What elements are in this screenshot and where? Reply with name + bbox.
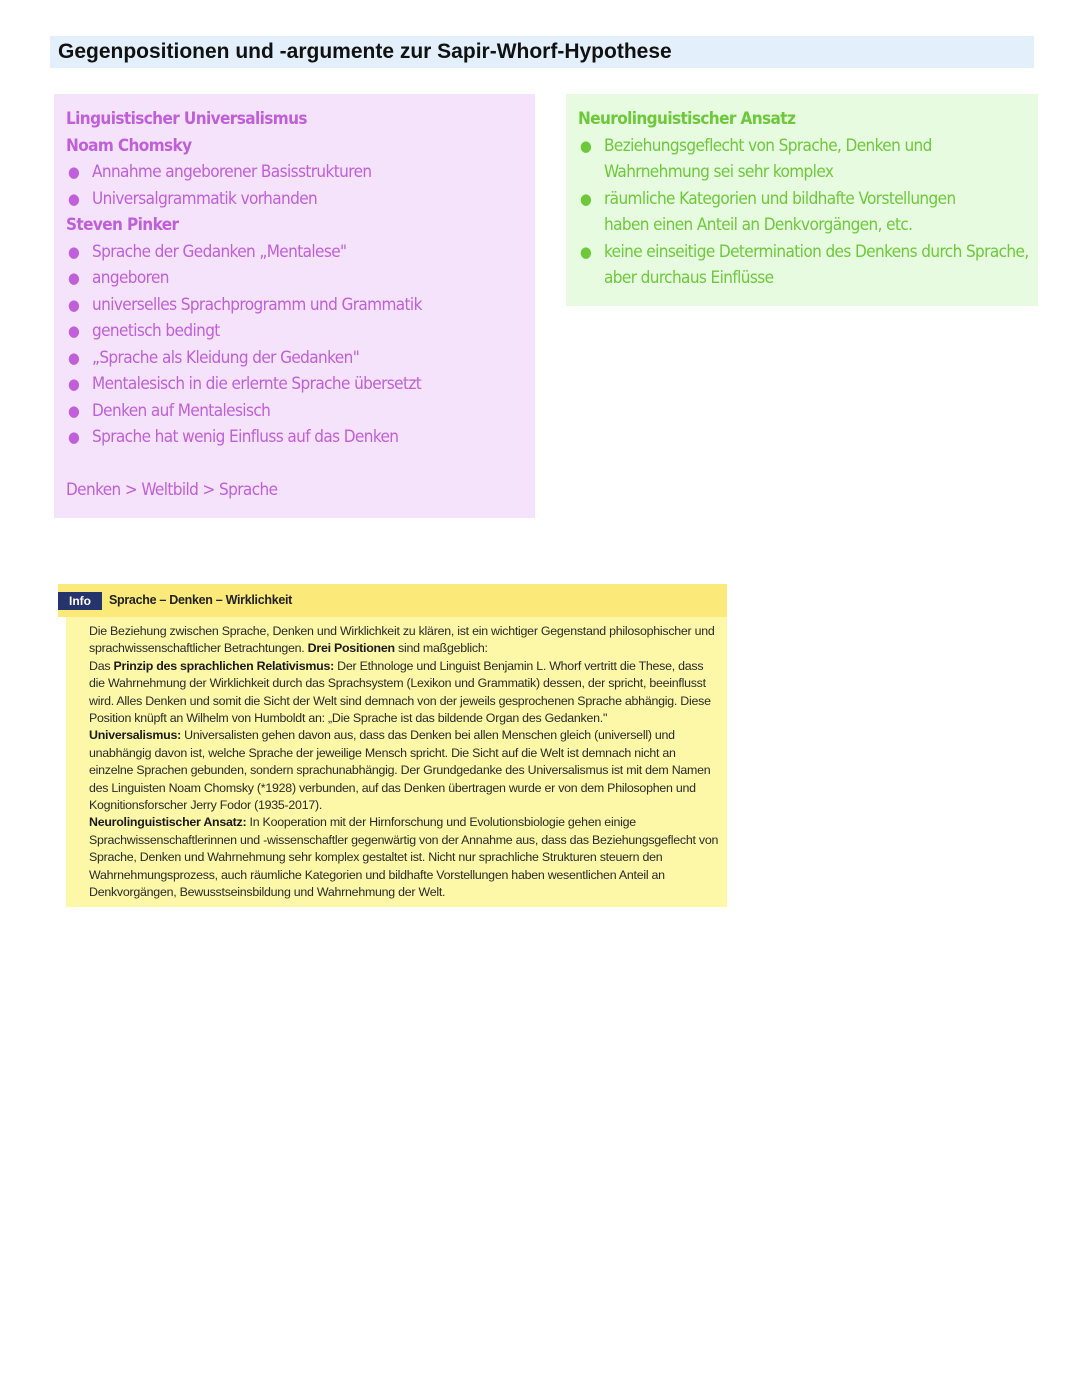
info-intro: Die Beziehung zwischen Sprache, Denken und Wirklichkeit zu klären, ist ein wichtiger Gegenstand philosophischer und sprachwissenschaftlicher Betrachtungen. Drei Positionen sind maßgeblich: bbox=[89, 624, 715, 656]
info-badge: Info bbox=[58, 592, 102, 610]
universalism-box bbox=[54, 94, 535, 518]
list-item: ● „Sprache als Kleidung der Gedanken" bbox=[68, 347, 360, 368]
list-item: ● Sprache hat wenig Einfluss auf das Denken bbox=[68, 427, 399, 447]
list-item: ● Denken auf Mentalesisch bbox=[68, 400, 271, 421]
universalism-heading: Linguistischer Universalismus bbox=[66, 109, 307, 129]
list-item: ● keine einseitige Determination des Denkens durch Sprache, aber durchaus Einflüsse bbox=[580, 241, 1029, 288]
neurolinguistic-box bbox=[566, 94, 1038, 306]
list-item: ● Mentalesisch in die erlernte Sprache übersetzt bbox=[68, 374, 422, 394]
chomsky-list bbox=[66, 159, 535, 212]
list-item: ● Annahme angeborener Basisstrukturen bbox=[68, 162, 372, 182]
info-body bbox=[66, 617, 727, 907]
list-item: ● universelles Sprachprogramm und Grammatik bbox=[68, 294, 422, 315]
chomsky-heading: Noam Chomsky bbox=[66, 135, 192, 156]
info-neurolinguistic: Neurolinguistischer Ansatz: In Kooperation mit der Hirnforschung und Evolutionsbiologie gehen einige Sprachwissenschaftlerinnen und -wissenschaftler gegenwärtig von der Annahme aus, dass das Beziehungsgeflecht von Sprache, Denken und Wahrnehmung sehr komplex gestaltet ist. Nicht nur sprachliche Strukturen steuern den Wahrnehmungsprozess, auch räumliche Kategorien und bildhafte Vorstellungen haben wesentlichen Anteil an Denkvorgängen, Bewusstseinsbildung und Wahrnehmung der Welt. bbox=[89, 815, 719, 900]
list-item: ● genetisch bedingt bbox=[68, 321, 220, 341]
list-item: ● angeboren bbox=[68, 268, 169, 288]
list-item: ● Sprache der Gedanken „Mentalese" bbox=[68, 241, 347, 262]
neurolinguistic-heading: Neurolinguistischer Ansatz bbox=[578, 109, 796, 129]
summary-formula: Denken > Weltbild > Sprache bbox=[66, 480, 278, 500]
list-item: ● Beziehungsgeflecht von Sprache, Denken und Wahrnehmung sei sehr komplex bbox=[580, 135, 932, 182]
info-relativism: Das Prinzip des sprachlichen Relativismus: Der Ethnologe und Linguist Benjamin L. Whorf vertritt die These, dass die Wahrnehmung der Wirklichkeit durch das Sprachsystem (Lexikon und Grammatik) dessen, der spricht, beeinflusst wird. Alles Denken und somit die Sicht der Welt sind demnach von der jeweils gesprochenen Sprache abhängig. Diese Position knüpft an Wilhelm von Humboldt an: „Die Sprache ist das bildende Organ des Gedanken." bbox=[89, 658, 711, 726]
pinker-heading: Steven Pinker bbox=[66, 215, 179, 235]
info-title: Sprache – Denken – Wirklichkeit bbox=[109, 593, 293, 607]
list-item: ● räumliche Kategorien und bildhafte Vorstellungen haben einen Anteil an Denkvorgängen, etc. bbox=[580, 188, 956, 235]
info-header bbox=[58, 584, 727, 617]
list-item: ● Universalgrammatik vorhanden bbox=[68, 188, 318, 209]
page-title: Gegenpositionen und -argumente zur Sapir-Whorf-Hypothese bbox=[58, 40, 672, 63]
neurolinguistic-list bbox=[578, 133, 1038, 292]
title-bar bbox=[50, 36, 1034, 68]
info-universalism: Universalismus: Universalisten gehen davon aus, dass das Denken bei allen Menschen gleich (universell) und unabhängig davon ist, welche Sprache der jeweilige Mensch spricht. Die Sicht auf die Welt ist demnach nicht an einzelne Sprachen gebunden, sondern sprachunabhängig. Der Grundgedanke des Universalismus ist mit dem Namen des Linguisten Noam Chomsky (*1928) verbunden, auf das Denken übertragen wurde er von dem Philosophen und Kognitionsforscher Jerry Fodor (1935-2017). bbox=[89, 728, 711, 813]
pinker-list bbox=[66, 239, 535, 451]
